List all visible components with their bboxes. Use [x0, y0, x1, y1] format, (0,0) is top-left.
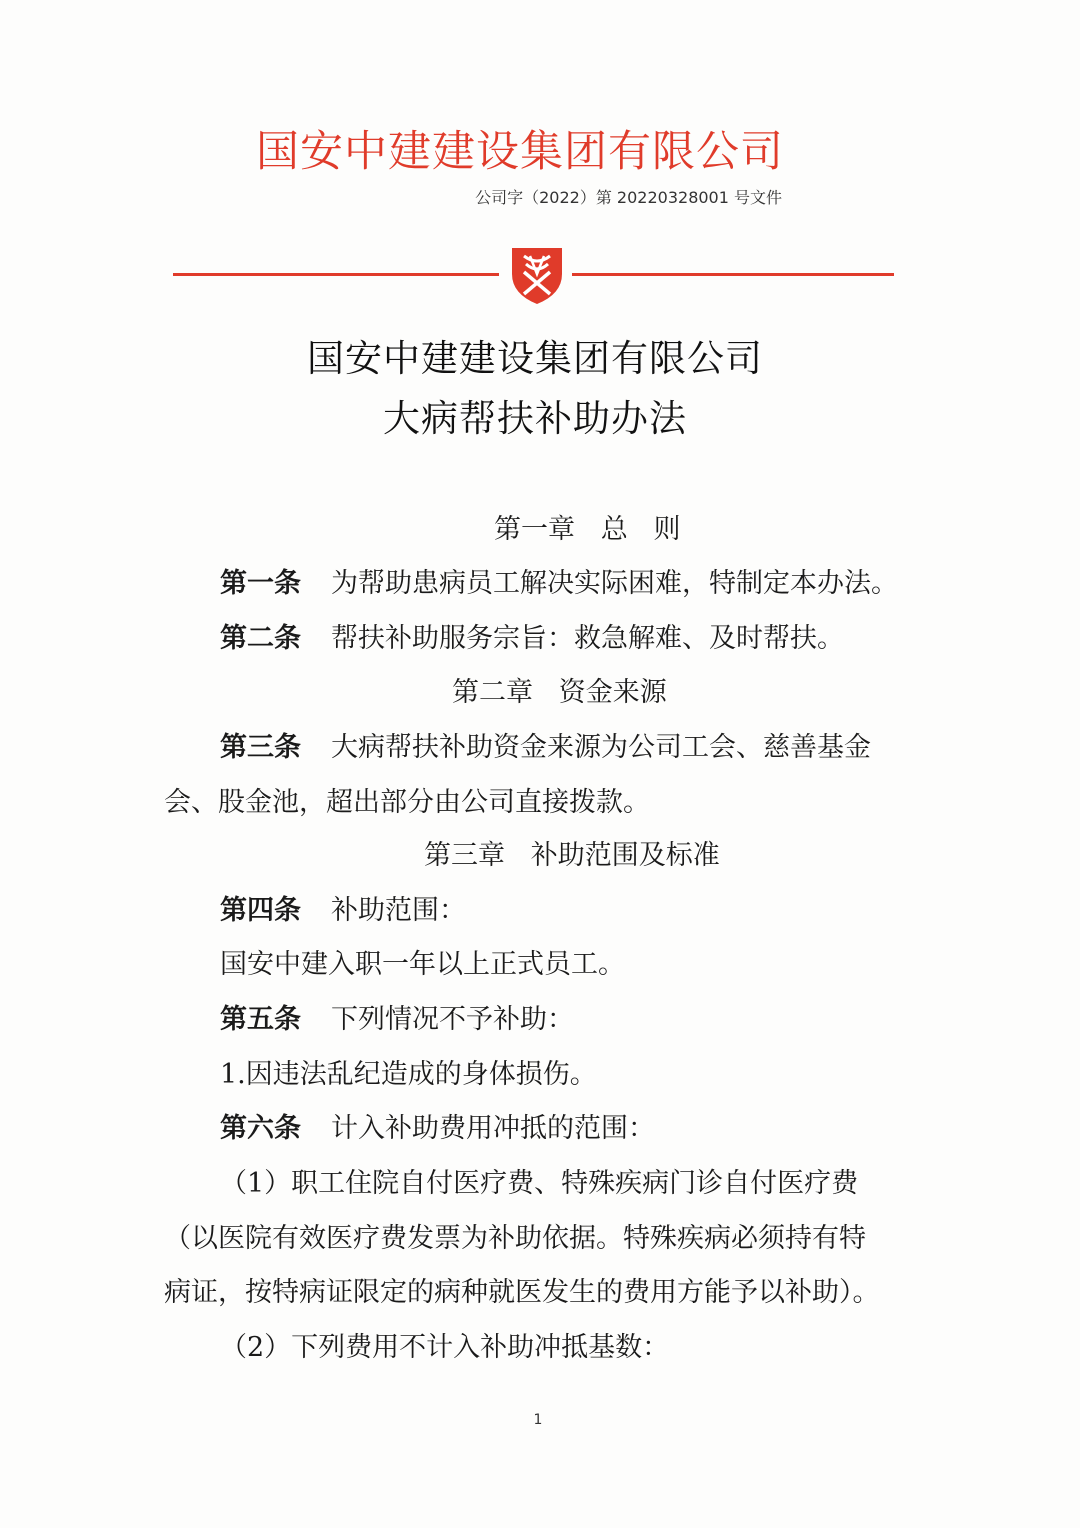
article-2: [220, 616, 844, 655]
article-label: 第三条: [220, 732, 301, 763]
article-text: 为帮助患病员工解决实际困难，特制定本办法。: [331, 568, 898, 599]
article-5-item-1: 1.因违法乱纪造成的身体损伤。: [220, 1059, 597, 1090]
article-text: 帮扶补助服务宗旨：救急解难、及时帮扶。: [331, 623, 844, 654]
article-6-item-2: （2）下列费用不计入补助冲抵基数：: [220, 1332, 670, 1363]
shield-emblem-icon: [508, 244, 566, 306]
document-number: 公司字（2022）第 20220328001 号文件: [475, 188, 782, 207]
article-6-item-1-line2: （以医院有效医疗费发票为补助依据。特殊疾病必须持有特: [164, 1223, 866, 1254]
company-header: 国安中建建设集团有限公司: [256, 127, 784, 177]
chapter-heading-1: 第一章 总 则: [494, 514, 681, 545]
header-divider-left: [173, 273, 499, 276]
article-label: 第四条: [220, 895, 301, 926]
article-3: [220, 725, 871, 764]
article-text: 补助范围：: [331, 895, 466, 926]
article-label: 第一条: [220, 568, 301, 599]
article-6-item-1-line1: （1）职工住院自付医疗费、特殊疾病门诊自付医疗费: [220, 1168, 859, 1199]
article-1: [220, 561, 898, 600]
article-label: 第五条: [220, 1004, 301, 1035]
article-4-detail: 国安中建入职一年以上正式员工。: [220, 949, 625, 980]
article-text: 计入补助费用冲抵的范围：: [331, 1113, 655, 1144]
document-title-line1: 国安中建建设集团有限公司: [307, 337, 763, 380]
article-5: [220, 997, 574, 1036]
article-6: [220, 1106, 655, 1145]
article-6-item-1-line3: 病证，按特病证限定的病种就医发生的费用方能予以补助）。: [164, 1277, 880, 1308]
article-4: [220, 888, 466, 927]
article-3-continuation: 会、股金池，超出部分由公司直接拨款。: [164, 787, 650, 818]
header-divider-right: [572, 273, 894, 276]
article-text: 下列情况不予补助：: [331, 1004, 574, 1035]
article-text: 大病帮扶补助资金来源为公司工会、慈善基金: [331, 732, 871, 763]
document-title-line2: 大病帮扶补助办法: [383, 397, 687, 440]
chapter-heading-3: 第三章 补助范围及标准: [424, 840, 720, 871]
page-number: 1: [533, 1412, 543, 1428]
chapter-heading-2: 第二章 资金来源: [452, 677, 667, 708]
article-label: 第六条: [220, 1113, 301, 1144]
article-label: 第二条: [220, 623, 301, 654]
